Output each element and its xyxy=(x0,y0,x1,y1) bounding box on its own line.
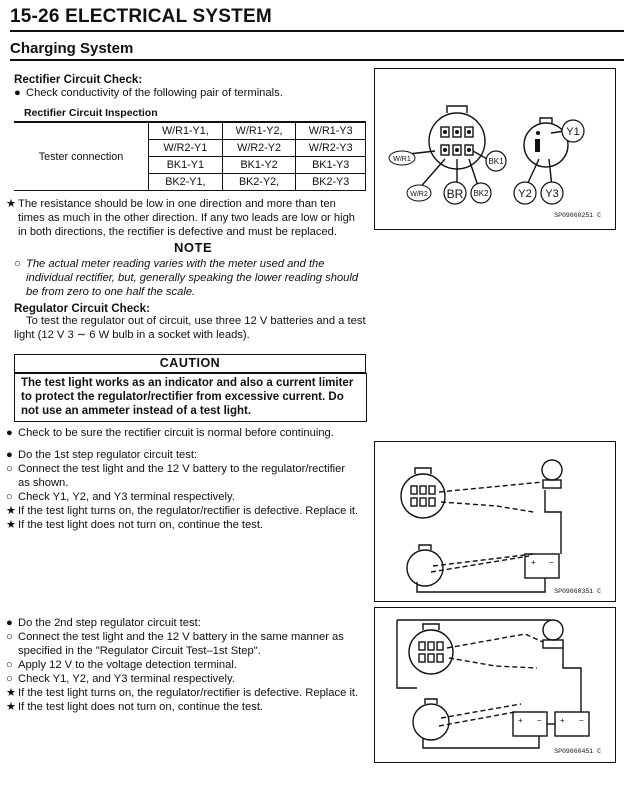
label-y1: Y1 xyxy=(566,126,580,138)
label-bk1: BK1 xyxy=(488,157,504,166)
rectifier-terminals-diagram xyxy=(375,69,615,229)
table-cell: W/R2-Y3 xyxy=(296,140,366,157)
table-cell: W/R1-Y2, xyxy=(222,123,296,140)
table-cell: W/R1-Y1, xyxy=(149,123,223,140)
minus-sign: − xyxy=(549,558,554,567)
minus-sign: − xyxy=(579,716,584,725)
label-y2: Y2 xyxy=(518,188,532,200)
note-paragraph: ○ The actual meter reading varies with the meter used and the individual rectifier, but, generally speaking the lower reading should be from zero to one half the scale. xyxy=(14,258,359,298)
table-cell: BK2-Y3 xyxy=(296,174,366,191)
plus-sign: + xyxy=(518,716,523,725)
plus-sign: + xyxy=(531,558,536,567)
table-cell: W/R1-Y3 xyxy=(296,123,366,140)
figure-step1-circuit xyxy=(374,441,616,602)
caution-box: The test light works as an indicator and also a current limiter to protect the regulator/rectifier from excessive current. Do not use an ammeter instead of a test light. xyxy=(14,373,367,422)
step2-circuit-diagram xyxy=(375,608,615,762)
step2-instructions: ● Do the 2nd step regulator circuit test: ○ Connect the test light and the 12 V battery in the same manner as specified in the "Regulator Circuit Test–1st Step". ○ Apply 12 V to the voltage detection terminal. ○ Check Y1, Y2, and Y3 terminal respectively. ★ If the test light turns on, the regulator/rectifier is defective. Replace it. ★ If the test light does not turn on, continue the test. xyxy=(6,617,359,713)
note-heading: NOTE xyxy=(174,240,213,255)
page-title: 15-26 ELECTRICAL SYSTEM xyxy=(10,6,272,27)
plus-sign: + xyxy=(560,716,565,725)
table-cell: W/R2-Y1 xyxy=(149,140,223,157)
label-wr1: W/R1 xyxy=(393,156,411,163)
table-title: Rectifier Circuit Inspection xyxy=(24,107,158,119)
figure-code: SP09060251 C xyxy=(554,212,601,219)
step1-circuit-diagram xyxy=(375,442,615,601)
figure-code: SP09060451 C xyxy=(554,748,601,755)
table-cell: BK1-Y3 xyxy=(296,157,366,174)
regulator-check-title: Regulator Circuit Check: xyxy=(14,302,150,315)
section-title: Charging System xyxy=(10,40,134,57)
table-row xyxy=(14,123,366,140)
rectifier-check-bullet: ● Check conductivity of the following pair of terminals. xyxy=(14,87,283,99)
result-paragraph: ★ The resistance should be low in one direction and more than ten times as much in the other direction. If any two leads are low or high in both directions, the rectifier is defective and must be replaced. xyxy=(6,198,356,238)
table-cell: W/R2-Y2 xyxy=(222,140,296,157)
minus-sign: − xyxy=(537,716,542,725)
label-bk2: BK2 xyxy=(473,189,489,198)
section-rule xyxy=(10,59,624,61)
step1-instructions: ● Do the 1st step regulator circuit test: ○ Connect the test light and the 12 V battery to the regulator/rectifier as shown. ○ Check Y1, Y2, and Y3 terminal respectively. ★ If the test light turns on, the regulator/rectifier is defective. Replace it. ★ If the test light does not turn on, continue the test. xyxy=(6,449,359,531)
label-br: BR xyxy=(446,187,464,201)
table-cell: BK2-Y1, xyxy=(149,174,223,191)
regulator-intro: To test the regulator out of circuit, use three 12 V batteries and a test light (12 V 3 ∼ 6 W bulb in a socket with leads). xyxy=(14,315,366,341)
check-normal-bullet: ● Check to be sure the rectifier circuit is normal before continuing. xyxy=(6,427,334,439)
tester-connection-label: Tester connection xyxy=(14,123,149,191)
table-cell: BK1-Y1 xyxy=(149,157,223,174)
figure-rectifier-terminals xyxy=(374,68,616,230)
caution-heading: CAUTION xyxy=(14,354,366,373)
rectifier-check-title: Rectifier Circuit Check: xyxy=(14,73,143,86)
figure-step2-circuit xyxy=(374,607,616,763)
table-cell: BK2-Y2, xyxy=(222,174,296,191)
header-rule xyxy=(10,30,624,32)
figure-code: SP09060351 C xyxy=(554,588,601,595)
rectifier-inspection-table xyxy=(14,122,366,191)
label-y3: Y3 xyxy=(545,188,559,200)
table-cell: BK1-Y2 xyxy=(222,157,296,174)
label-wr2: W/R2 xyxy=(410,191,428,198)
